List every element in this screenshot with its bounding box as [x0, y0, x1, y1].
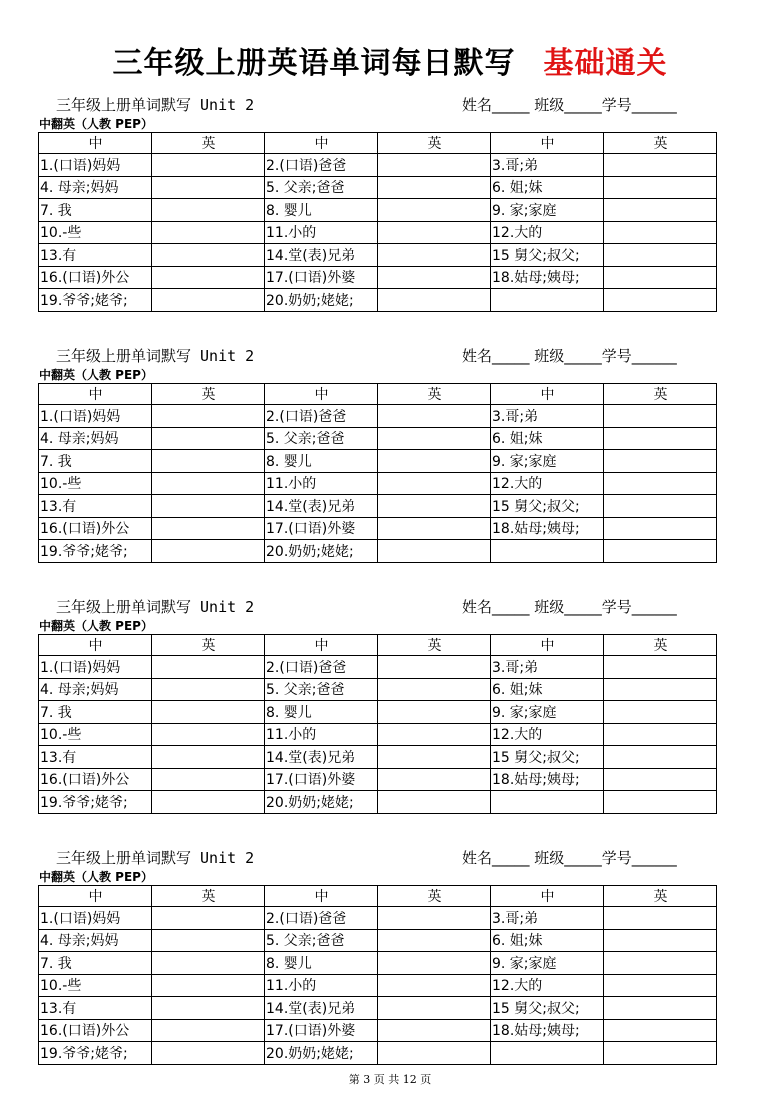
column-header-chinese: 中: [39, 384, 152, 405]
english-answer-cell[interactable]: [152, 997, 265, 1020]
english-answer-cell[interactable]: [152, 176, 265, 199]
column-header-english: 英: [378, 384, 491, 405]
column-header-english: 英: [604, 886, 717, 907]
english-answer-cell[interactable]: [378, 472, 491, 495]
english-answer-cell[interactable]: [378, 952, 491, 975]
english-answer-cell[interactable]: [152, 768, 265, 791]
chinese-prompt-cell: 1.(口语)妈妈: [39, 656, 152, 679]
worksheet-subtitle: 中翻英（人教 PEP）: [39, 368, 153, 382]
chinese-prompt-cell: 18.姑母;姨母;: [491, 266, 604, 289]
unit-label: 三年级上册单词默写 Unit 2: [56, 96, 255, 114]
column-header-chinese: 中: [265, 133, 378, 154]
chinese-prompt-cell: 9. 家;家庭: [491, 952, 604, 975]
chinese-prompt-cell: 20.奶奶;姥姥;: [265, 289, 378, 312]
column-header-chinese: 中: [491, 384, 604, 405]
column-header-chinese: 中: [491, 886, 604, 907]
english-answer-cell[interactable]: [378, 929, 491, 952]
english-answer-cell[interactable]: [378, 768, 491, 791]
english-answer-cell[interactable]: [378, 244, 491, 267]
english-answer-cell[interactable]: [604, 517, 717, 540]
chinese-prompt-cell: 13.有: [39, 997, 152, 1020]
table-row: [39, 517, 717, 540]
column-header-chinese: 中: [265, 635, 378, 656]
chinese-prompt-cell: 7. 我: [39, 450, 152, 473]
table-row: [39, 266, 717, 289]
worksheet-header: [38, 343, 716, 367]
english-answer-cell[interactable]: [604, 540, 717, 563]
chinese-prompt-cell: 3.哥;弟: [491, 154, 604, 177]
english-answer-cell[interactable]: [152, 289, 265, 312]
english-answer-cell[interactable]: [604, 472, 717, 495]
chinese-prompt-cell: 11.小的: [265, 472, 378, 495]
title-main: 三年级上册英语单词每日默写: [112, 46, 516, 81]
english-answer-cell[interactable]: [604, 768, 717, 791]
chinese-prompt-cell: 7. 我: [39, 952, 152, 975]
english-answer-cell[interactable]: [378, 427, 491, 450]
unit-label: 三年级上册单词默写 Unit 2: [56, 347, 255, 365]
english-answer-cell[interactable]: [378, 678, 491, 701]
chinese-prompt-cell: 18.姑母;姨母;: [491, 1019, 604, 1042]
chinese-prompt-cell: 6. 姐;妹: [491, 427, 604, 450]
chinese-prompt-cell: 6. 姐;妹: [491, 929, 604, 952]
english-answer-cell[interactable]: [152, 929, 265, 952]
chinese-prompt-cell: [491, 289, 604, 312]
column-header-english: 英: [378, 635, 491, 656]
english-answer-cell[interactable]: [378, 1042, 491, 1065]
english-answer-cell[interactable]: [378, 517, 491, 540]
chinese-prompt-cell: 18.姑母;姨母;: [491, 768, 604, 791]
vocab-table: [38, 885, 717, 1065]
chinese-prompt-cell: 16.(口语)外公: [39, 768, 152, 791]
english-answer-cell[interactable]: [604, 1042, 717, 1065]
vocab-table: [38, 383, 717, 563]
table-header-row: [39, 384, 717, 405]
table-row: [39, 952, 717, 975]
chinese-prompt-cell: 11.小的: [265, 974, 378, 997]
chinese-prompt-cell: 1.(口语)妈妈: [39, 907, 152, 930]
english-answer-cell[interactable]: [378, 289, 491, 312]
english-answer-cell[interactable]: [378, 199, 491, 222]
chinese-prompt-cell: 12.大的: [491, 723, 604, 746]
chinese-prompt-cell: [491, 1042, 604, 1065]
title-highlight: 基础通关: [543, 46, 668, 81]
english-answer-cell[interactable]: [152, 540, 265, 563]
column-header-chinese: 中: [265, 886, 378, 907]
table-row: [39, 495, 717, 518]
english-answer-cell[interactable]: [604, 907, 717, 930]
english-answer-cell[interactable]: [604, 266, 717, 289]
table-row: [39, 176, 717, 199]
worksheet-block: [38, 594, 716, 814]
chinese-prompt-cell: 14.堂(表)兄弟: [265, 997, 378, 1020]
english-answer-cell[interactable]: [152, 472, 265, 495]
unit-label: 三年级上册单词默写 Unit 2: [56, 849, 255, 867]
chinese-prompt-cell: [491, 540, 604, 563]
chinese-prompt-cell: 6. 姐;妹: [491, 176, 604, 199]
chinese-prompt-cell: 16.(口语)外公: [39, 266, 152, 289]
chinese-prompt-cell: 3.哥;弟: [491, 405, 604, 428]
english-answer-cell[interactable]: [152, 450, 265, 473]
column-header-english: 英: [152, 886, 265, 907]
english-answer-cell[interactable]: [378, 266, 491, 289]
chinese-prompt-cell: 15 舅父;叔父;: [491, 746, 604, 769]
english-answer-cell[interactable]: [604, 678, 717, 701]
chinese-prompt-cell: 7. 我: [39, 199, 152, 222]
chinese-prompt-cell: 20.奶奶;姥姥;: [265, 791, 378, 814]
english-answer-cell[interactable]: [604, 427, 717, 450]
chinese-prompt-cell: 8. 婴儿: [265, 701, 378, 724]
page-title: [0, 38, 780, 82]
english-answer-cell[interactable]: [378, 656, 491, 679]
chinese-prompt-cell: 18.姑母;姨母;: [491, 517, 604, 540]
chinese-prompt-cell: 19.爷爷;姥爷;: [39, 791, 152, 814]
english-answer-cell[interactable]: [152, 154, 265, 177]
page-footer: 第 3 页 共 12 页: [348, 1073, 432, 1086]
table-row: [39, 1042, 717, 1065]
chinese-prompt-cell: 12.大的: [491, 472, 604, 495]
chinese-prompt-cell: 6. 姐;妹: [491, 678, 604, 701]
english-answer-cell[interactable]: [378, 723, 491, 746]
table-row: [39, 907, 717, 930]
chinese-prompt-cell: 15 舅父;叔父;: [491, 495, 604, 518]
chinese-prompt-cell: 12.大的: [491, 221, 604, 244]
chinese-prompt-cell: 2.(口语)爸爸: [265, 907, 378, 930]
english-answer-cell[interactable]: [604, 176, 717, 199]
student-info-fields: 姓名_____ 班级_____学号______: [462, 849, 677, 867]
chinese-prompt-cell: 14.堂(表)兄弟: [265, 746, 378, 769]
chinese-prompt-cell: 13.有: [39, 495, 152, 518]
english-answer-cell[interactable]: [152, 199, 265, 222]
english-answer-cell[interactable]: [378, 405, 491, 428]
student-info-fields: 姓名_____ 班级_____学号______: [462, 347, 677, 365]
english-answer-cell[interactable]: [604, 791, 717, 814]
english-answer-cell[interactable]: [378, 176, 491, 199]
chinese-prompt-cell: 2.(口语)爸爸: [265, 656, 378, 679]
table-row: [39, 427, 717, 450]
chinese-prompt-cell: 10.-些: [39, 723, 152, 746]
english-answer-cell[interactable]: [152, 746, 265, 769]
chinese-prompt-cell: [491, 791, 604, 814]
chinese-prompt-cell: 11.小的: [265, 221, 378, 244]
english-answer-cell[interactable]: [152, 266, 265, 289]
chinese-prompt-cell: 9. 家;家庭: [491, 199, 604, 222]
chinese-prompt-cell: 8. 婴儿: [265, 199, 378, 222]
worksheet-subtitle: 中翻英（人教 PEP）: [39, 619, 153, 633]
column-header-chinese: 中: [491, 635, 604, 656]
english-answer-cell[interactable]: [604, 701, 717, 724]
chinese-prompt-cell: 4. 母亲;妈妈: [39, 427, 152, 450]
column-header-chinese: 中: [39, 133, 152, 154]
english-answer-cell[interactable]: [152, 427, 265, 450]
english-answer-cell[interactable]: [152, 221, 265, 244]
column-header-english: 英: [604, 384, 717, 405]
english-answer-cell[interactable]: [604, 495, 717, 518]
english-answer-cell[interactable]: [604, 974, 717, 997]
table-row: [39, 1019, 717, 1042]
english-answer-cell[interactable]: [152, 952, 265, 975]
chinese-prompt-cell: 10.-些: [39, 974, 152, 997]
english-answer-cell[interactable]: [152, 701, 265, 724]
worksheet-block: [38, 92, 716, 312]
chinese-prompt-cell: 17.(口语)外婆: [265, 266, 378, 289]
english-answer-cell[interactable]: [604, 450, 717, 473]
table-row: [39, 656, 717, 679]
english-answer-cell[interactable]: [604, 656, 717, 679]
chinese-prompt-cell: 15 舅父;叔父;: [491, 997, 604, 1020]
column-header-chinese: 中: [491, 133, 604, 154]
table-row: [39, 221, 717, 244]
table-row: [39, 450, 717, 473]
english-answer-cell[interactable]: [378, 154, 491, 177]
chinese-prompt-cell: 14.堂(表)兄弟: [265, 244, 378, 267]
worksheet-subtitle: 中翻英（人教 PEP）: [39, 870, 153, 884]
chinese-prompt-cell: 15 舅父;叔父;: [491, 244, 604, 267]
english-answer-cell[interactable]: [152, 791, 265, 814]
english-answer-cell[interactable]: [604, 952, 717, 975]
chinese-prompt-cell: 5. 父亲;爸爸: [265, 176, 378, 199]
chinese-prompt-cell: 4. 母亲;妈妈: [39, 176, 152, 199]
student-info-fields: 姓名_____ 班级_____学号______: [462, 96, 677, 114]
english-answer-cell[interactable]: [152, 405, 265, 428]
chinese-prompt-cell: 8. 婴儿: [265, 952, 378, 975]
worksheet-block: [38, 343, 716, 563]
column-header-english: 英: [378, 886, 491, 907]
chinese-prompt-cell: 17.(口语)外婆: [265, 768, 378, 791]
english-answer-cell[interactable]: [378, 701, 491, 724]
chinese-prompt-cell: 20.奶奶;姥姥;: [265, 1042, 378, 1065]
table-row: [39, 678, 717, 701]
english-answer-cell[interactable]: [604, 154, 717, 177]
english-answer-cell[interactable]: [152, 1042, 265, 1065]
english-answer-cell[interactable]: [378, 495, 491, 518]
column-header-english: 英: [152, 133, 265, 154]
worksheet-header: [38, 594, 716, 618]
english-answer-cell[interactable]: [152, 723, 265, 746]
english-answer-cell[interactable]: [152, 678, 265, 701]
english-answer-cell[interactable]: [152, 517, 265, 540]
chinese-prompt-cell: 9. 家;家庭: [491, 450, 604, 473]
chinese-prompt-cell: 19.爷爷;姥爷;: [39, 1042, 152, 1065]
english-answer-cell[interactable]: [152, 1019, 265, 1042]
vocab-table: [38, 634, 717, 814]
table-row: [39, 405, 717, 428]
chinese-prompt-cell: 16.(口语)外公: [39, 517, 152, 540]
english-answer-cell[interactable]: [378, 907, 491, 930]
english-answer-cell[interactable]: [378, 540, 491, 563]
english-answer-cell[interactable]: [378, 221, 491, 244]
english-answer-cell[interactable]: [604, 1019, 717, 1042]
chinese-prompt-cell: 7. 我: [39, 701, 152, 724]
student-info-fields: 姓名_____ 班级_____学号______: [462, 598, 677, 616]
table-row: [39, 540, 717, 563]
chinese-prompt-cell: 11.小的: [265, 723, 378, 746]
column-header-chinese: 中: [265, 384, 378, 405]
chinese-prompt-cell: 17.(口语)外婆: [265, 1019, 378, 1042]
vocab-table: [38, 132, 717, 312]
chinese-prompt-cell: 5. 父亲;爸爸: [265, 427, 378, 450]
table-row: [39, 974, 717, 997]
chinese-prompt-cell: 14.堂(表)兄弟: [265, 495, 378, 518]
chinese-prompt-cell: 10.-些: [39, 472, 152, 495]
english-answer-cell[interactable]: [604, 723, 717, 746]
table-row: [39, 199, 717, 222]
table-row: [39, 289, 717, 312]
english-answer-cell[interactable]: [378, 450, 491, 473]
english-answer-cell[interactable]: [604, 221, 717, 244]
chinese-prompt-cell: 3.哥;弟: [491, 656, 604, 679]
english-answer-cell[interactable]: [152, 907, 265, 930]
column-header-english: 英: [152, 635, 265, 656]
english-answer-cell[interactable]: [604, 929, 717, 952]
table-row: [39, 929, 717, 952]
column-header-chinese: 中: [39, 635, 152, 656]
chinese-prompt-cell: 13.有: [39, 746, 152, 769]
english-answer-cell[interactable]: [604, 289, 717, 312]
chinese-prompt-cell: 5. 父亲;爸爸: [265, 929, 378, 952]
table-row: [39, 701, 717, 724]
chinese-prompt-cell: 19.爷爷;姥爷;: [39, 289, 152, 312]
english-answer-cell[interactable]: [152, 244, 265, 267]
english-answer-cell[interactable]: [378, 974, 491, 997]
column-header-english: 英: [604, 133, 717, 154]
column-header-english: 英: [152, 384, 265, 405]
chinese-prompt-cell: 16.(口语)外公: [39, 1019, 152, 1042]
table-row: [39, 997, 717, 1020]
unit-label: 三年级上册单词默写 Unit 2: [56, 598, 255, 616]
chinese-prompt-cell: 9. 家;家庭: [491, 701, 604, 724]
table-row: [39, 746, 717, 769]
table-row: [39, 723, 717, 746]
chinese-prompt-cell: 12.大的: [491, 974, 604, 997]
english-answer-cell[interactable]: [604, 997, 717, 1020]
worksheet-header: [38, 92, 716, 116]
column-header-english: 英: [604, 635, 717, 656]
chinese-prompt-cell: 10.-些: [39, 221, 152, 244]
table-row: [39, 768, 717, 791]
chinese-prompt-cell: 13.有: [39, 244, 152, 267]
chinese-prompt-cell: 17.(口语)外婆: [265, 517, 378, 540]
table-row: [39, 244, 717, 267]
table-row: [39, 154, 717, 177]
english-answer-cell[interactable]: [604, 405, 717, 428]
english-answer-cell[interactable]: [378, 1019, 491, 1042]
chinese-prompt-cell: 1.(口语)妈妈: [39, 405, 152, 428]
table-header-row: [39, 886, 717, 907]
worksheet-subtitle: 中翻英（人教 PEP）: [39, 117, 153, 131]
english-answer-cell[interactable]: [152, 974, 265, 997]
table-header-row: [39, 133, 717, 154]
english-answer-cell[interactable]: [378, 746, 491, 769]
chinese-prompt-cell: 1.(口语)妈妈: [39, 154, 152, 177]
table-header-row: [39, 635, 717, 656]
english-answer-cell[interactable]: [604, 199, 717, 222]
english-answer-cell[interactable]: [152, 495, 265, 518]
worksheet-header: [38, 845, 716, 869]
chinese-prompt-cell: 20.奶奶;姥姥;: [265, 540, 378, 563]
chinese-prompt-cell: 19.爷爷;姥爷;: [39, 540, 152, 563]
table-row: [39, 791, 717, 814]
english-answer-cell[interactable]: [604, 746, 717, 769]
column-header-chinese: 中: [39, 886, 152, 907]
english-answer-cell[interactable]: [378, 791, 491, 814]
chinese-prompt-cell: 2.(口语)爸爸: [265, 405, 378, 428]
chinese-prompt-cell: 3.哥;弟: [491, 907, 604, 930]
worksheet-block: [38, 845, 716, 1065]
chinese-prompt-cell: 2.(口语)爸爸: [265, 154, 378, 177]
english-answer-cell[interactable]: [604, 244, 717, 267]
chinese-prompt-cell: 8. 婴儿: [265, 450, 378, 473]
chinese-prompt-cell: 4. 母亲;妈妈: [39, 678, 152, 701]
table-row: [39, 472, 717, 495]
column-header-english: 英: [378, 133, 491, 154]
english-answer-cell[interactable]: [378, 997, 491, 1020]
chinese-prompt-cell: 5. 父亲;爸爸: [265, 678, 378, 701]
chinese-prompt-cell: 4. 母亲;妈妈: [39, 929, 152, 952]
english-answer-cell[interactable]: [152, 656, 265, 679]
